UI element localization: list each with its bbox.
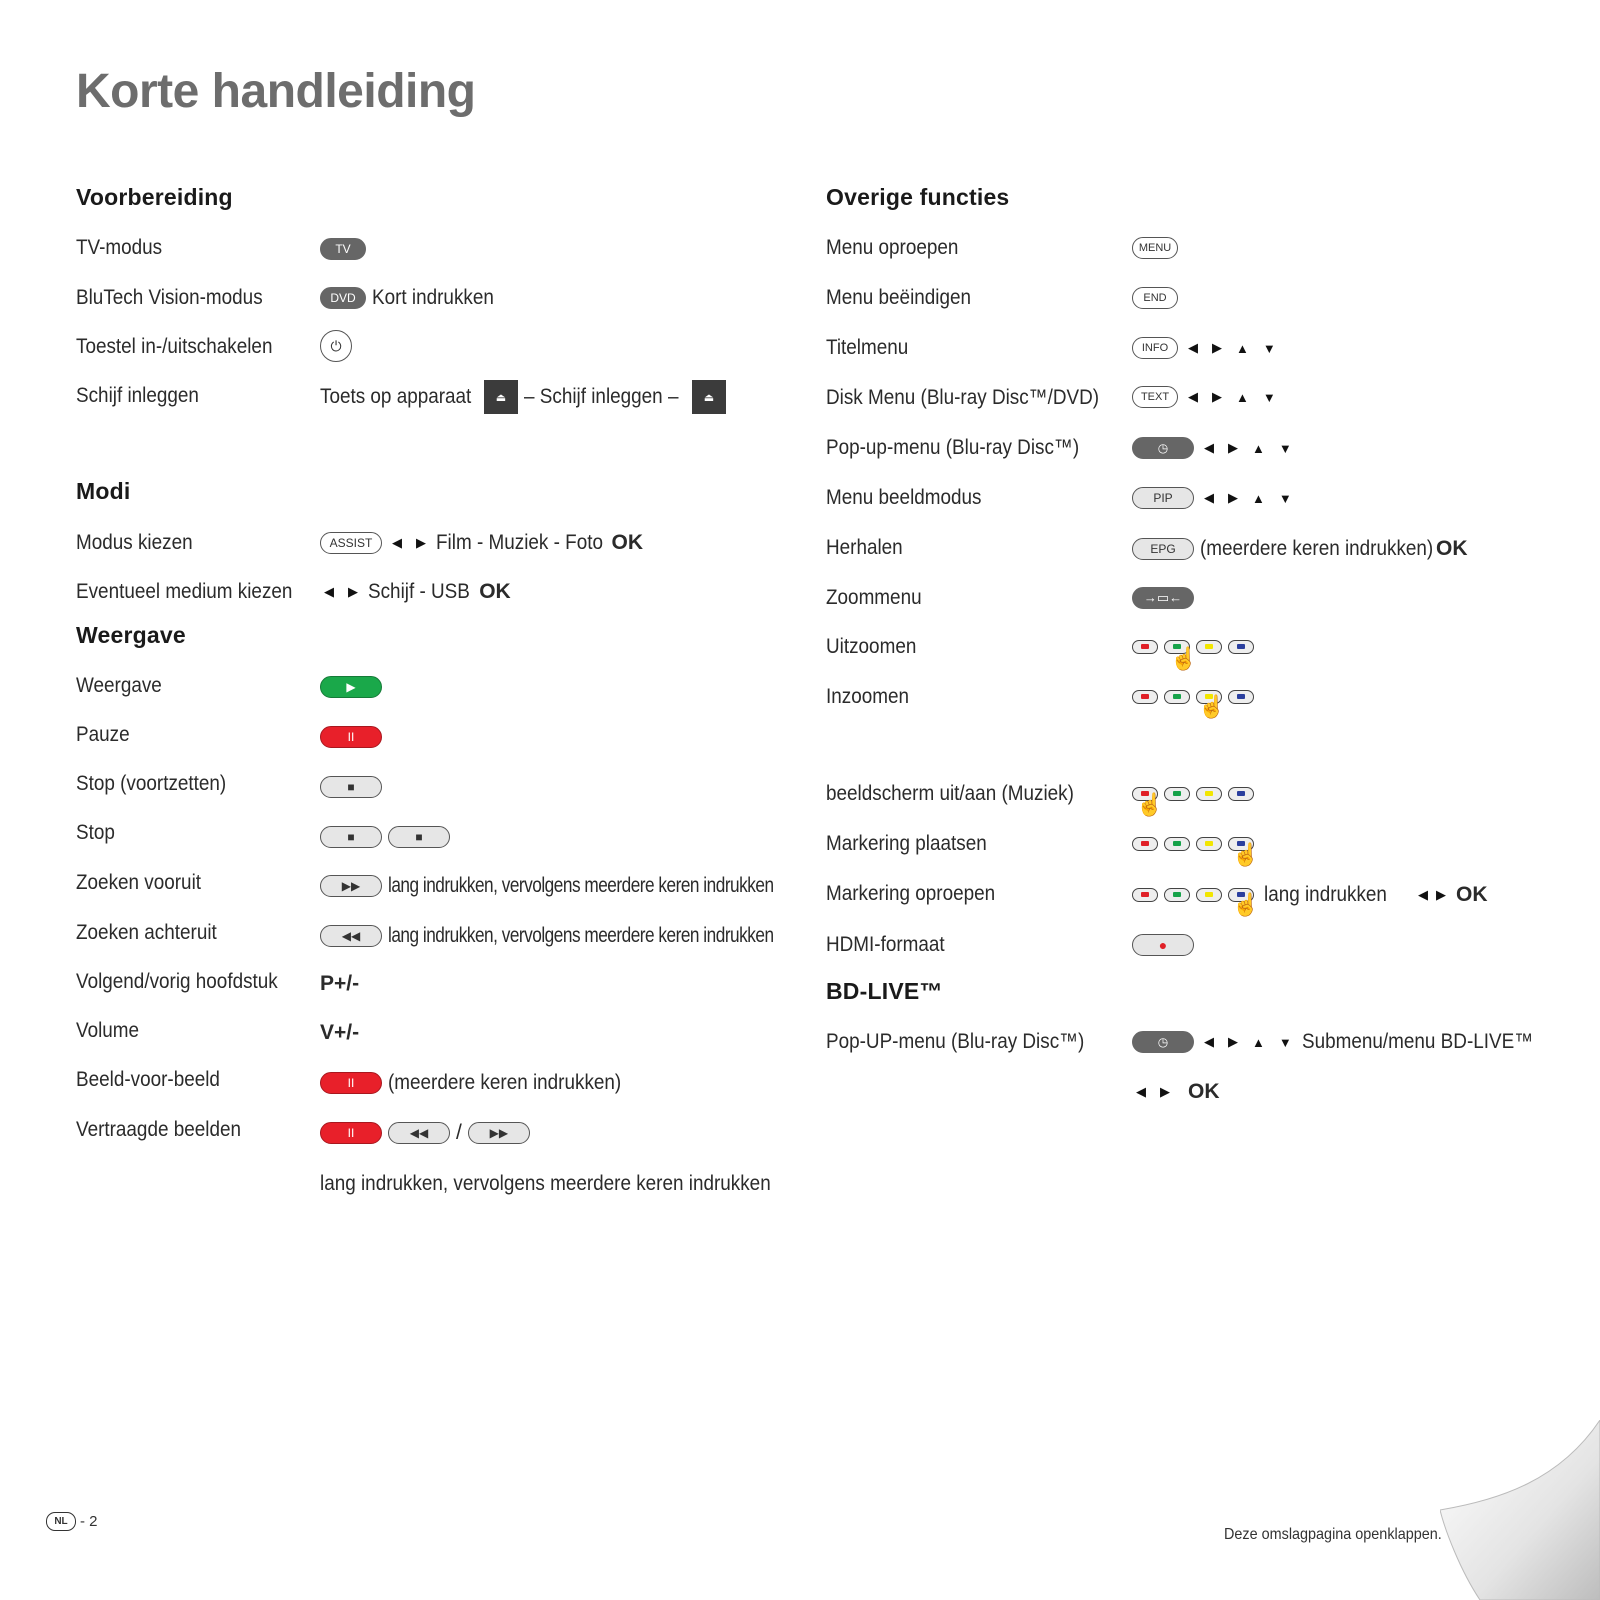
green-button: [1164, 690, 1190, 704]
value-stop-voortzetten: [320, 776, 382, 798]
value-titelmenu: [1132, 337, 1280, 359]
arrow-right-icon: ▶: [1160, 1084, 1170, 1099]
value-stop: [320, 826, 450, 848]
label-medium-kiezen: Eventueel medium kiezen: [76, 580, 293, 603]
arrow-right-icon: ▶: [416, 535, 426, 550]
arrow-down-icon: ▼: [1262, 340, 1276, 356]
value-pauze: [320, 726, 382, 748]
text-lang-indrukken-note: lang indrukken, vervolgens meerdere keren indrukken: [320, 1172, 771, 1195]
text-button: TEXT: [1132, 386, 1178, 408]
text-toets-op-apparaat: Toets op apparaat: [320, 385, 472, 408]
value-zoeken-achteruit: [320, 924, 858, 948]
value-menu-oproepen: [1132, 237, 1178, 259]
page-title: Korte handleiding: [76, 65, 476, 118]
assist-button: ASSIST: [320, 532, 382, 554]
value-zoommenu: [1132, 587, 1194, 609]
label-weergave: Weergave: [76, 674, 162, 697]
label-zoeken-achteruit: Zoeken achteruit: [76, 921, 217, 944]
arrow-down-icon: ▼: [1278, 1034, 1292, 1050]
hand-pointer-icon: ☝: [1136, 792, 1164, 817]
rewind-button: ◀◀: [320, 925, 382, 947]
page-number: - 2: [80, 1513, 98, 1530]
label-beeldscherm: beeldscherm uit/aan (Muziek): [826, 782, 1074, 805]
zoom-button: →▭←: [1132, 587, 1194, 609]
arrow-up-icon: ▲: [1252, 440, 1265, 456]
value-toestel-schakelen: [320, 330, 352, 362]
text-meerdere-keren: (meerdere keren indrukken): [1200, 537, 1434, 560]
stop-button: ■: [320, 776, 382, 798]
stop-button: ■: [320, 826, 382, 848]
red-button: [1132, 888, 1158, 902]
language-badge: NL: [46, 1512, 76, 1531]
pause-button: II: [320, 726, 382, 748]
value-medium-kiezen: [320, 580, 511, 604]
value-zoeken-vooruit: [320, 874, 858, 898]
record-button: ●: [1132, 934, 1194, 956]
label-menu-oproepen: Menu oproepen: [826, 236, 959, 259]
label-herhalen: Herhalen: [826, 536, 903, 559]
popup-clock-button: ◷: [1132, 1031, 1194, 1053]
label-stop-voortzetten: Stop (voortzetten): [76, 772, 227, 795]
epg-button: EPG: [1132, 538, 1194, 560]
arrow-up-icon: ▲: [1236, 389, 1249, 405]
yellow-button: [1196, 837, 1222, 851]
label-uitzoomen: Uitzoomen: [826, 635, 917, 658]
label-markering-plaatsen: Markering plaatsen: [826, 832, 987, 855]
value-hdmi-formaat: [1132, 934, 1194, 956]
hand-pointer-icon: ☝: [1232, 892, 1260, 917]
arrow-left-icon: ◀: [1204, 440, 1214, 455]
text-lang-indrukken: lang indrukken, vervolgens meerdere keren indrukken: [388, 924, 774, 947]
ok-label: OK: [611, 531, 644, 554]
value-tv-modus: [320, 238, 366, 260]
ok-label: OK: [1188, 1080, 1220, 1103]
label-zoommenu: Zoommenu: [826, 586, 922, 609]
label-popup-menu-bd: Pop-UP-menu (Blu-ray Disc™): [826, 1030, 1085, 1053]
yellow-button: [1196, 888, 1222, 902]
label-inzoomen: Inzoomen: [826, 685, 910, 708]
separator-slash: /: [456, 1121, 462, 1144]
arrow-left-icon: ◀: [324, 584, 334, 599]
text-lang-indrukken: lang indrukken: [1264, 883, 1387, 906]
label-pauze: Pauze: [76, 723, 130, 746]
arrow-down-icon: ▼: [1278, 440, 1292, 456]
arrow-right-icon: ▶: [1228, 490, 1238, 505]
text-film-muziek-foto: Film - Muziek - Foto: [436, 531, 603, 554]
arrow-left-icon: ◀: [392, 535, 402, 550]
pip-button: PIP: [1132, 487, 1194, 509]
value-weergave: [320, 676, 382, 698]
red-button: [1132, 837, 1158, 851]
footer-note: Deze omslagpagina openklappen.: [1224, 1526, 1442, 1543]
value-beeld-voor-beeld: [320, 1071, 647, 1095]
arrow-left-icon: ◀: [1188, 389, 1198, 404]
arrow-right-icon: ▶: [1228, 1034, 1238, 1049]
arrow-up-icon: ▲: [1252, 490, 1265, 506]
label-zoeken-vooruit: Zoeken vooruit: [76, 871, 202, 894]
pause-button: II: [320, 1072, 382, 1094]
heading-modi: Modi: [76, 478, 131, 504]
label-hoofdstuk: Volgend/vorig hoofdstuk: [76, 970, 278, 993]
green-button: [1164, 888, 1190, 902]
yellow-button: [1196, 640, 1222, 654]
value-menu-beeldmodus: [1132, 487, 1296, 509]
arrow-up-icon: ▲: [1252, 1034, 1265, 1050]
blue-button: [1228, 690, 1254, 704]
hand-pointer-icon: ☝: [1198, 694, 1226, 719]
arrow-right-icon: ▶: [1212, 389, 1222, 404]
value-markering-oproepen: [1132, 883, 1488, 907]
arrow-right-icon: ▶: [348, 584, 358, 599]
heading-bd-live: BD-LIVE™: [826, 978, 943, 1004]
arrow-down-icon: ▼: [1262, 389, 1276, 405]
note-vertraagde-beelden: [320, 1172, 821, 1196]
label-modus-kiezen: Modus kiezen: [76, 531, 193, 554]
heading-voorbereiding: Voorbereiding: [76, 184, 233, 210]
label-disk-menu: Disk Menu (Blu-ray Disc™/DVD): [826, 386, 1100, 409]
end-button: END: [1132, 287, 1178, 309]
arrow-left-icon: ◀: [1204, 490, 1214, 505]
arrow-down-icon: ▼: [1278, 490, 1292, 506]
value-volume: [320, 1021, 359, 1045]
arrow-left-icon: ◀: [1204, 1034, 1214, 1049]
stop-button: ■: [388, 826, 450, 848]
text-schijf-usb: Schijf - USB: [368, 580, 470, 603]
info-button: INFO: [1132, 337, 1178, 359]
label-popup-menu: Pop-up-menu (Blu-ray Disc™): [826, 436, 1080, 459]
label-beeld-voor-beeld: Beeld-voor-beeld: [76, 1068, 220, 1091]
text-meerdere-keren: (meerdere keren indrukken): [388, 1071, 622, 1094]
fast-forward-button: ▶▶: [320, 875, 382, 897]
fast-forward-button: ▶▶: [468, 1122, 530, 1144]
ok-label: OK: [479, 580, 511, 603]
red-button: [1132, 640, 1158, 654]
page-footer: [46, 1512, 98, 1531]
value-menu-beeindigen: [1132, 287, 1178, 309]
label-hdmi-formaat: HDMI-formaat: [826, 933, 945, 956]
red-button: [1132, 690, 1158, 704]
green-button: [1164, 787, 1190, 801]
value-popup-menu-bd: [1132, 1030, 1559, 1054]
value-inzoomen: [1132, 690, 1260, 704]
heading-overige-functies: Overige functies: [826, 184, 1010, 210]
text-v-plus-minus: V+/-: [320, 1021, 360, 1044]
heading-weergave: Weergave: [76, 622, 186, 648]
value-schijf-inleggen: [320, 380, 726, 414]
arrow-right-icon: ▶: [1436, 887, 1446, 902]
arrow-left-icon: ◀: [1136, 1084, 1146, 1099]
pause-button: II: [320, 1122, 382, 1144]
text-schijf-inleggen: – Schijf inleggen –: [524, 385, 679, 408]
blue-button: [1228, 787, 1254, 801]
blue-button: [1228, 640, 1254, 654]
play-button: ▶: [320, 676, 382, 698]
eject-icon: ⏏: [692, 380, 726, 414]
label-menu-beeldmodus: Menu beeldmodus: [826, 486, 982, 509]
arrow-left-icon: ◀: [1188, 340, 1198, 355]
value-vertraagde-beelden: [320, 1121, 530, 1145]
label-markering-oproepen: Markering oproepen: [826, 882, 996, 905]
value-bd-live-ok: [1132, 1080, 1220, 1104]
label-volume: Volume: [76, 1019, 140, 1042]
page-curl-icon: [1440, 1420, 1600, 1600]
arrow-right-icon: ▶: [1212, 340, 1222, 355]
value-popup-menu: [1132, 437, 1296, 459]
ok-label: OK: [1436, 537, 1468, 560]
value-herhalen: [1132, 537, 1468, 561]
rewind-button: ◀◀: [388, 1122, 450, 1144]
text-p-plus-minus: P+/-: [320, 972, 360, 995]
menu-button: MENU: [1132, 237, 1178, 259]
arrow-left-icon: ◀: [1418, 887, 1428, 902]
popup-clock-button: ◷: [1132, 437, 1194, 459]
arrow-right-icon: ▶: [1228, 440, 1238, 455]
hand-pointer-icon: ☝: [1170, 646, 1198, 671]
value-blutech-modus: [320, 286, 507, 310]
value-modus-kiezen: [320, 531, 643, 555]
green-button: [1164, 837, 1190, 851]
tv-button: TV: [320, 238, 366, 260]
text-submenu-bd-live: Submenu/menu BD-LIVE™: [1301, 1030, 1533, 1053]
label-blutech-modus: BluTech Vision-modus: [76, 286, 263, 309]
value-disk-menu: [1132, 386, 1280, 408]
text-lang-indrukken: lang indrukken, vervolgens meerdere keren indrukken: [388, 874, 774, 897]
eject-icon: ⏏: [484, 380, 518, 414]
label-titelmenu: Titelmenu: [826, 336, 909, 359]
label-toestel-schakelen: Toestel in-/uitschakelen: [76, 335, 273, 358]
hand-pointer-icon: ☝: [1232, 842, 1260, 867]
label-tv-modus: TV-modus: [76, 236, 163, 259]
label-stop: Stop: [76, 821, 115, 844]
label-schijf-inleggen: Schijf inleggen: [76, 384, 199, 407]
value-hoofdstuk: [320, 972, 359, 996]
dvd-button: DVD: [320, 287, 366, 309]
text-kort-indrukken: Kort indrukken: [372, 286, 494, 309]
label-menu-beeindigen: Menu beëindigen: [826, 286, 972, 309]
ok-label: OK: [1456, 883, 1488, 906]
yellow-button: [1196, 787, 1222, 801]
arrow-up-icon: ▲: [1236, 340, 1249, 356]
label-vertraagde-beelden: Vertraagde beelden: [76, 1118, 241, 1141]
power-icon: ⏻: [320, 330, 352, 362]
